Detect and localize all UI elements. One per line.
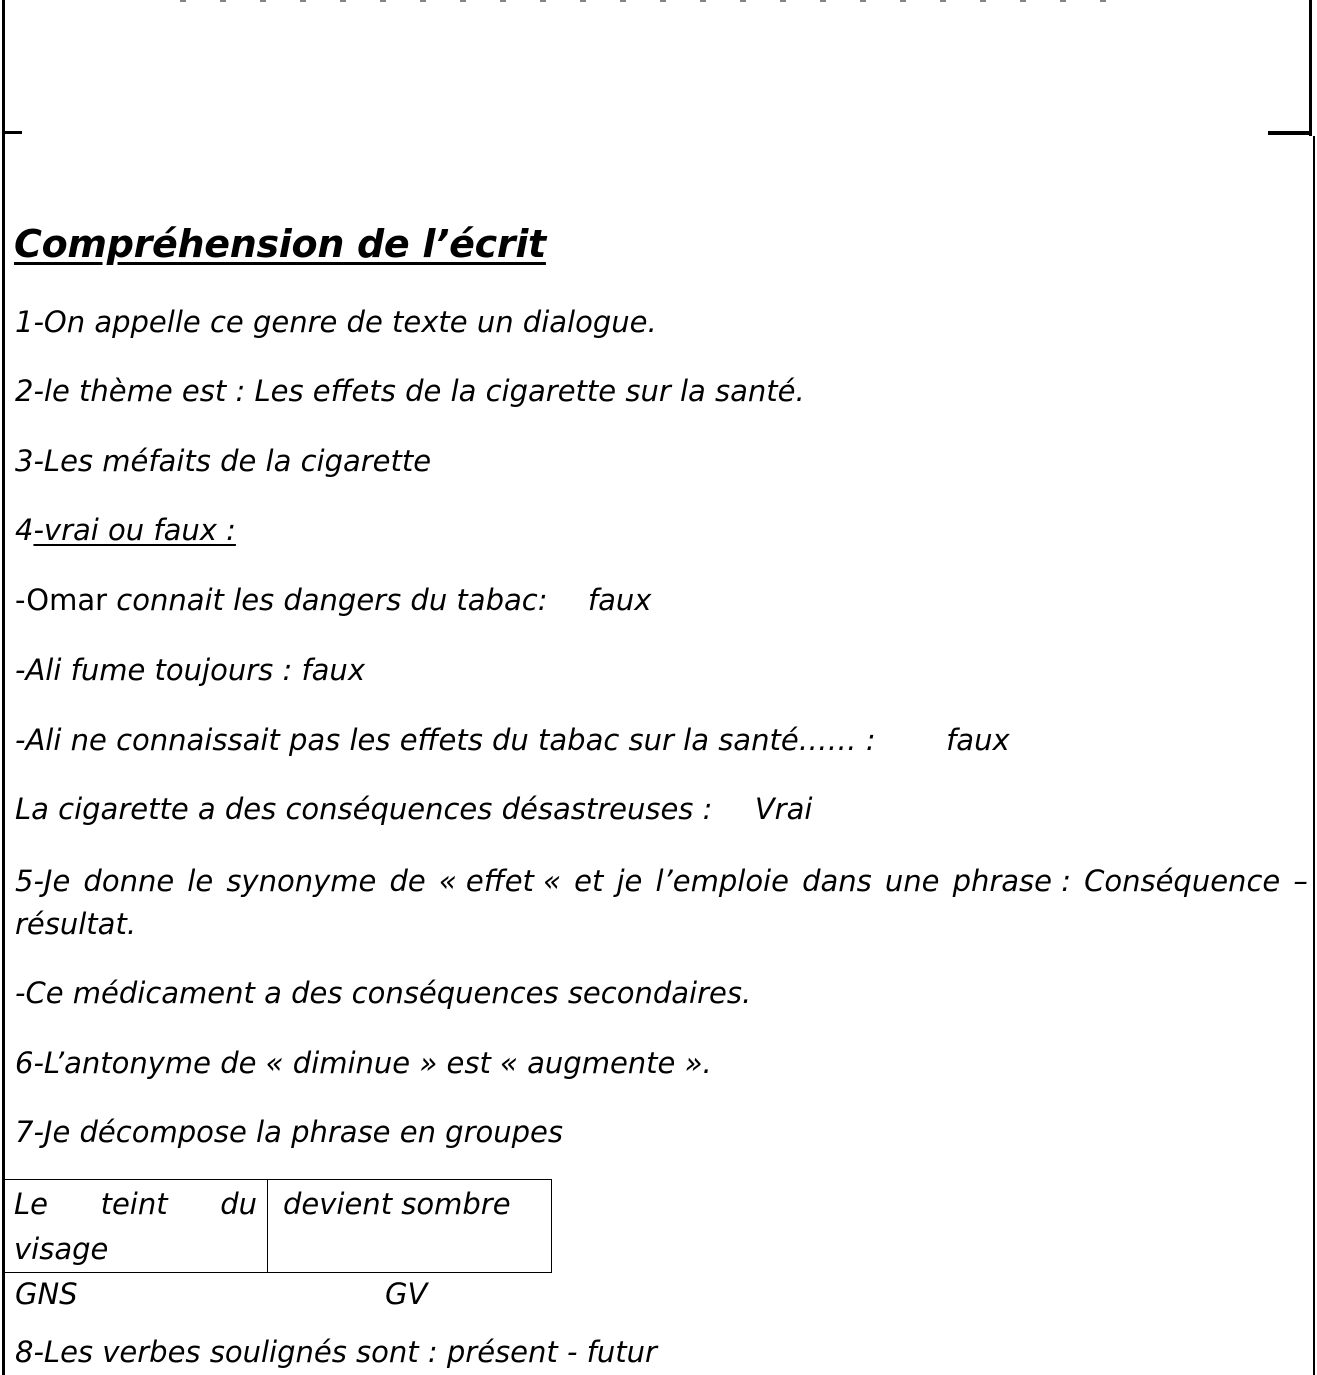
q5-word: Conséquence	[1084, 864, 1281, 898]
q5-word: synonyme	[226, 864, 377, 898]
section-heading: Compréhension de l’écrit	[14, 222, 546, 266]
answer-5-example: -Ce médicament a des conséquences secondaires.	[15, 976, 752, 1010]
answer-1: 1-On appelle ce genre de texte un dialogue.	[15, 305, 657, 339]
statement-3-text: -Ali ne connaissait pas les effets du tabac sur la santé…… :	[15, 723, 876, 757]
header-box-corner-right	[1268, 131, 1312, 135]
statement-3-answer: faux	[946, 723, 1010, 757]
q5-word: je	[616, 864, 643, 898]
q5-word: phrase :	[952, 864, 1071, 898]
table-cell-subject	[4, 1180, 268, 1273]
statement-4-text: La cigarette a des conséquences désastreuses :	[15, 792, 713, 826]
statement-2-answer: faux	[301, 653, 365, 687]
answer-7: 7-Je décompose la phrase en groupes	[15, 1115, 563, 1149]
group-label-gns: GNS	[15, 1277, 78, 1311]
table-cell-verb: devient sombre	[268, 1180, 552, 1273]
groups-table	[4, 1179, 552, 1273]
answer-5-line-2: résultat.	[15, 907, 137, 941]
statement-1-answer: faux	[587, 583, 652, 617]
q5-word: dans	[802, 864, 872, 898]
question-4-number: 4	[15, 513, 34, 547]
table-cell-subject-line-1	[14, 1182, 257, 1227]
q5-word: le	[187, 864, 214, 898]
statement-2	[15, 652, 365, 688]
frame-left-border	[2, 0, 5, 1375]
question-4-label: -vrai ou faux :	[33, 513, 236, 547]
answer-3: 3-Les méfaits de la cigarette	[15, 444, 432, 478]
statement-1-prefix: Omar	[26, 583, 108, 617]
table-word: teint	[100, 1187, 168, 1221]
question-4-title	[15, 512, 236, 548]
statement-1-text: connait les dangers du tabac:	[107, 583, 548, 617]
table-cell-subject-line-2: visage	[14, 1232, 109, 1266]
q5-word: « effet «	[438, 864, 562, 898]
q5-word: une	[884, 864, 940, 898]
q5-word: l’emploie	[655, 864, 789, 898]
answer-2: 2-le thème est : Les effets de la cigarette sur la santé.	[15, 374, 805, 408]
q5-word: de	[389, 864, 426, 898]
q5-word: –	[1293, 864, 1308, 898]
statement-1-dash: -	[15, 583, 27, 617]
frame-right-border	[1313, 136, 1315, 1375]
answer-5	[15, 860, 1308, 946]
cropped-header-text	[180, 0, 1140, 2]
q5-word: donne	[83, 864, 175, 898]
q5-word: et	[574, 864, 604, 898]
statement-4-answer: Vrai	[754, 792, 813, 826]
answer-5-line-1	[15, 860, 1308, 903]
header-box-corner-left	[2, 131, 22, 134]
frame-right-border-top	[1309, 0, 1312, 136]
group-label-gv: GV	[385, 1277, 428, 1311]
answer-8: 8-Les verbes soulignés sont : présent - futur	[15, 1335, 657, 1369]
statement-3	[15, 722, 1010, 758]
q5-word: 5-Je	[15, 864, 71, 898]
table-word: Le	[14, 1187, 48, 1221]
answer-6: 6-L’antonyme de « diminue » est « augmente ».	[15, 1046, 712, 1080]
table-row	[4, 1180, 552, 1273]
statement-2-text: -Ali fume toujours :	[15, 653, 293, 687]
statement-4	[15, 791, 812, 827]
statement-1	[15, 582, 651, 618]
table-word: du	[220, 1187, 257, 1221]
